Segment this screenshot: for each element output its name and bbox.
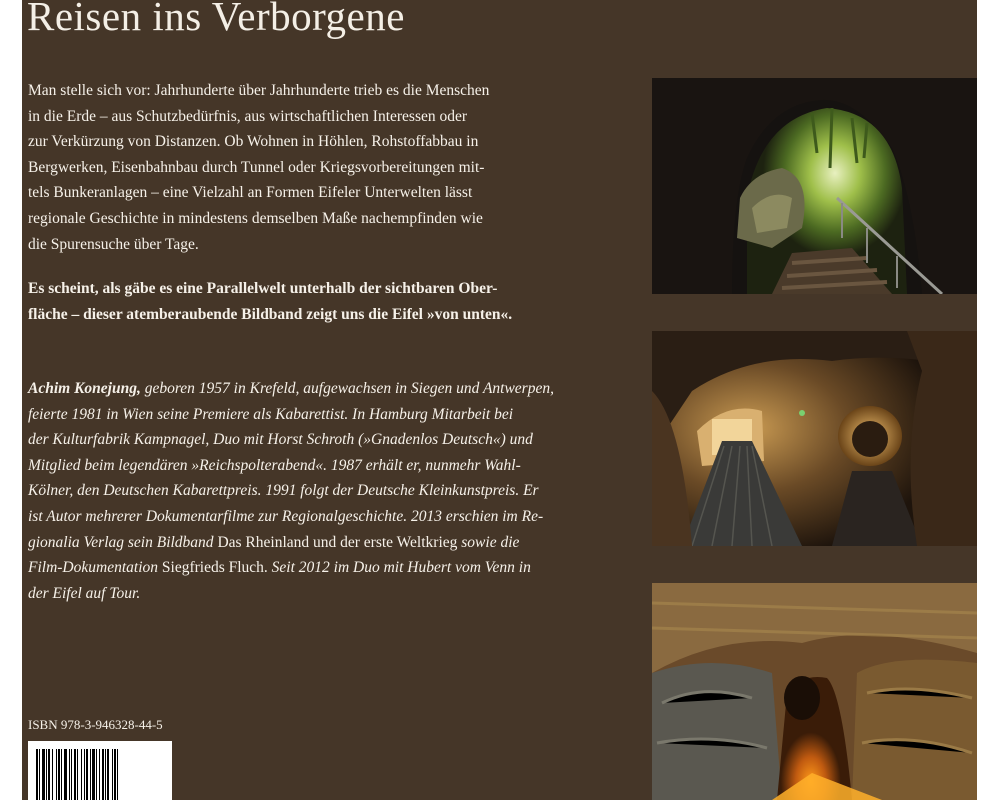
bio-line xyxy=(28,530,554,556)
bio-line xyxy=(28,376,554,402)
barcode-bar xyxy=(92,749,95,800)
back-cover xyxy=(22,0,977,800)
barcode-bar xyxy=(69,749,70,800)
intro-line: Man stelle sich vor: Jahrhunderte über Jahrhunderte trieb es die Menschen xyxy=(28,82,490,99)
bio-line xyxy=(28,555,554,581)
barcode xyxy=(28,741,172,800)
intro-line: Bergwerken, Eisenbahnbau durch Tunnel oder Kriegsvorbereitungen mit- xyxy=(28,158,485,176)
barcode-bar xyxy=(117,749,118,800)
barcode-bar xyxy=(102,749,104,800)
bio-line: ist Autor mehrerer Dokumentarfilme zur Regionalgeschichte. 2013 erschien im Re- xyxy=(28,507,544,525)
barcode-bar xyxy=(90,749,91,800)
barcode-bar xyxy=(42,749,45,800)
barcode-bar xyxy=(114,749,116,800)
barcode-bar xyxy=(112,749,113,800)
barcode-bar xyxy=(96,749,97,800)
photo-rock-tunnel xyxy=(652,583,977,800)
barcode-bar xyxy=(39,749,40,800)
film-reference: Siegfrieds Fluch. xyxy=(161,559,268,577)
teaser-line: fläche – dieser atemberaubende Bildband zeigt uns die Eifel »von unten«. xyxy=(28,305,513,323)
author-name: Achim Konejung, xyxy=(28,380,141,397)
teaser-line: Es scheint, als gäbe es eine Parallelwelt unterhalb der sichtbaren Ober- xyxy=(28,280,498,297)
photo-mine-tunnel xyxy=(652,331,977,546)
intro-line: regionale Geschichte in mindestens demselben Maße nachempfinden wie xyxy=(28,209,483,227)
book-title: Reisen ins Verborgene xyxy=(27,0,405,39)
barcode-bar xyxy=(58,749,60,800)
barcode-graphic xyxy=(28,741,172,800)
bio-text: geboren 1957 in Krefeld, aufgewachsen in Siegen und Antwerpen, xyxy=(140,380,554,397)
barcode-bar xyxy=(46,749,47,800)
teaser-paragraph xyxy=(28,276,512,327)
bio-line: Kölner, den Deutschen Kabarettpreis. 1991 folgt der Deutsche Kleinkunstpreis. Er xyxy=(28,482,539,500)
barcode-bar xyxy=(86,749,88,800)
intro-line: tels Bunkeranlagen – eine Vielzahl an Formen Eifeler Unterwelten lässt xyxy=(28,184,473,202)
barcode-bar xyxy=(56,749,57,800)
bio-text: Film-Dokumentation xyxy=(28,559,162,577)
barcode-bar xyxy=(81,749,82,800)
barcode-bar xyxy=(99,749,100,800)
bio-text: Seit 2012 im Duo mit Hubert vom Venn in xyxy=(267,559,531,577)
intro-line: in die Erde – aus Schutzbedürfnis, aus wirtschaftlichen Interessen oder xyxy=(28,107,468,125)
barcode-bar xyxy=(84,749,85,800)
intro-paragraph xyxy=(28,78,489,257)
barcode-bar xyxy=(107,749,109,800)
bio-text: gionalia Verlag sein Bildband xyxy=(28,533,218,551)
intro-line: zur Verkürzung von Distanzen. Ob Wohnen in Höhlen, Rohstoffabbau in xyxy=(28,133,479,151)
cave-entrance-image xyxy=(652,78,977,294)
bio-line: Mitglied beim legendären »Reichspolterabend«. 1987 erhält er, nunmehr Wahl- xyxy=(28,456,521,474)
barcode-bar xyxy=(77,749,78,800)
photo-cave-entrance xyxy=(652,78,977,294)
bio-line: feierte 1981 in Wien seine Premiere als Kabarettist. In Hamburg Mitarbeit bei xyxy=(28,405,514,423)
barcode-bar xyxy=(71,749,72,800)
mine-tunnel-image xyxy=(652,331,977,546)
book-reference: Das Rheinland und der erste Weltkrieg xyxy=(217,533,458,551)
intro-line: die Spurensuche über Tage. xyxy=(28,235,199,253)
barcode-bar xyxy=(36,749,38,800)
isbn-label: ISBN 978-3-946328-44-5 xyxy=(28,717,163,732)
author-bio xyxy=(28,376,554,606)
rock-tunnel-image xyxy=(652,583,977,800)
barcode-bar xyxy=(64,749,67,800)
barcode-bar xyxy=(52,749,53,800)
bio-line: der Kulturfabrik Kampnagel, Duo mit Horst Schroth (»Gnadenlos Deutsch«) und xyxy=(28,431,533,449)
bio-text: sowie die xyxy=(457,533,520,551)
barcode-bar xyxy=(61,749,62,800)
bio-line: der Eifel auf Tour. xyxy=(28,584,141,602)
barcode-bar xyxy=(74,749,76,800)
barcode-bar xyxy=(105,749,106,800)
barcode-bar xyxy=(48,749,50,800)
